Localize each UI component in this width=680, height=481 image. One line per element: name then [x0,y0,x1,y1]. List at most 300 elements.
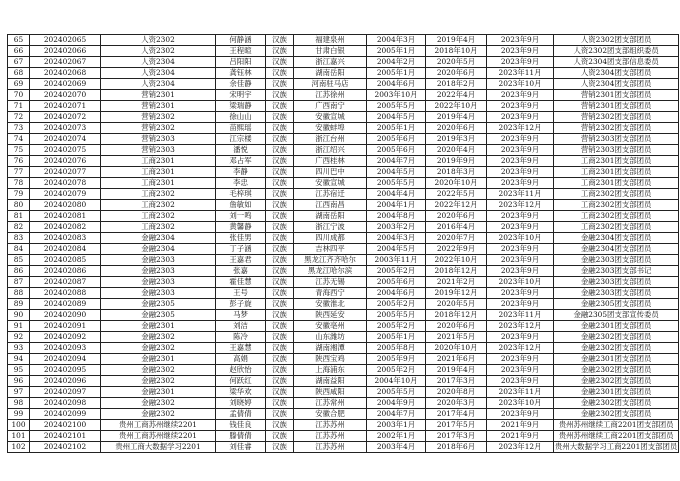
join-date-cell: 2019年3月 [426,134,487,145]
birth-date-cell: 2005年9月 [367,354,426,365]
row-number-cell: 99 [8,409,30,420]
transfer-date-cell: 2023年12月 [487,200,554,211]
row-number-cell: 72 [8,112,30,123]
name-cell: 吕阳阳 [216,57,266,68]
class-cell: 金融2302 [101,376,216,387]
transfer-date-cell: 2023年10月 [487,79,554,90]
join-date-cell: 2017年4月 [426,409,487,420]
class-cell: 金融2301 [101,387,216,398]
transfer-date-cell: 2023年9月 [487,145,554,156]
hometown-cell: 湖南岳阳 [294,211,367,222]
name-cell: 毛梓琪 [216,189,266,200]
student-id-cell: 202402068 [30,68,101,79]
ethnicity-cell: 汉族 [266,156,294,167]
student-id-cell: 202402098 [30,398,101,409]
birth-date-cell: 2005年2月 [367,266,426,277]
hometown-cell: 江苏苏州 [294,442,367,453]
table-row [8,68,679,79]
hometown-cell: 甘肃白银 [294,46,367,57]
student-id-cell: 202402091 [30,321,101,332]
ethnicity-cell: 汉族 [266,310,294,321]
hometown-cell: 浙江嘉兴 [294,57,367,68]
table-row [8,46,679,57]
join-date-cell: 2016年4月 [426,222,487,233]
name-cell: 马梦 [216,310,266,321]
hometown-cell: 广西南宁 [294,101,367,112]
row-number-cell: 71 [8,101,30,112]
row-number-cell: 87 [8,277,30,288]
birth-date-cell: 2005年1月 [367,46,426,57]
class-cell: 人资2304 [101,57,216,68]
name-cell: 李静 [216,167,266,178]
join-date-cell: 2022年10月 [426,255,487,266]
row-number-cell: 74 [8,134,30,145]
transfer-date-cell: 2023年11月 [487,387,554,398]
hometown-cell: 河南驻马店 [294,79,367,90]
table-row [8,387,679,398]
ethnicity-cell: 汉族 [266,178,294,189]
join-date-cell: 2019年4月 [426,112,487,123]
ethnicity-cell: 汉族 [266,420,294,431]
student-id-cell: 202402065 [30,35,101,46]
name-cell: 徐山山 [216,112,266,123]
name-cell: 王号 [216,288,266,299]
transfer-date-cell: 2023年9月 [487,409,554,420]
join-date-cell: 2022年9月 [426,244,487,255]
student-id-cell: 202402071 [30,101,101,112]
name-cell: 龚钰林 [216,68,266,79]
name-cell: 王嘉慧 [216,343,266,354]
table-row [8,222,679,233]
name-cell: 何跃红 [216,376,266,387]
name-cell: 詹敏如 [216,200,266,211]
class-cell: 贵州工商大数据学习2201 [101,442,216,453]
student-id-cell: 202402085 [30,255,101,266]
position-cell: 金融2301团支部团员 [554,354,679,365]
join-date-cell: 2020年5月 [426,57,487,68]
class-cell: 金融2304 [101,233,216,244]
join-date-cell: 2018年12月 [426,310,487,321]
class-cell: 金融2302 [101,365,216,376]
join-date-cell: 2018年10月 [426,46,487,57]
table-row [8,200,679,211]
class-cell: 金融2302 [101,332,216,343]
table-row [8,343,679,354]
hometown-cell: 江苏苏州 [294,420,367,431]
student-id-cell: 202402075 [30,145,101,156]
class-cell: 金融2303 [101,277,216,288]
position-cell: 金融2302团支部团员 [554,409,679,420]
transfer-date-cell: 2021年9月 [487,420,554,431]
table-row [8,112,679,123]
table-row [8,57,679,68]
birth-date-cell: 2003年2月 [367,222,426,233]
transfer-date-cell: 2023年9月 [487,266,554,277]
transfer-date-cell: 2023年9月 [487,167,554,178]
join-date-cell: 2019年4月 [426,365,487,376]
position-cell: 工商2302团支部团员 [554,211,679,222]
row-number-cell: 83 [8,233,30,244]
row-number-cell: 84 [8,244,30,255]
transfer-date-cell: 2023年9月 [487,134,554,145]
birth-date-cell: 2005年2月 [367,321,426,332]
birth-date-cell: 2005年5月 [367,310,426,321]
position-cell: 人资2304团支部信息委员 [554,57,679,68]
table-row [8,442,679,453]
join-date-cell: 2020年5月 [426,299,487,310]
name-cell: 刘洁 [216,321,266,332]
row-number-cell: 96 [8,376,30,387]
row-number-cell: 92 [8,332,30,343]
join-date-cell: 2021年5月 [426,332,487,343]
ethnicity-cell: 汉族 [266,365,294,376]
position-cell: 营销2301团支部团员 [554,101,679,112]
join-date-cell: 2020年7月 [426,233,487,244]
name-cell: 钱佳良 [216,420,266,431]
table-row [8,409,679,420]
birth-date-cell: 2002年1月 [367,431,426,442]
transfer-date-cell: 2023年9月 [487,156,554,167]
class-cell: 工商2301 [101,156,216,167]
student-id-cell: 202402078 [30,178,101,189]
name-cell: 王嘉君 [216,255,266,266]
ethnicity-cell: 汉族 [266,277,294,288]
name-cell: 梁华欢 [216,387,266,398]
student-id-cell: 202402079 [30,189,101,200]
table-row [8,255,679,266]
student-id-cell: 202402092 [30,332,101,343]
hometown-cell: 青海西宁 [294,288,367,299]
transfer-date-cell: 2023年9月 [487,46,554,57]
join-date-cell: 2021年2月 [426,277,487,288]
birth-date-cell: 2003年1月 [367,420,426,431]
join-date-cell: 2019年4月 [426,35,487,46]
class-cell: 金融2305 [101,310,216,321]
ethnicity-cell: 汉族 [266,79,294,90]
birth-date-cell: 2005年1月 [367,68,426,79]
student-id-cell: 202402095 [30,365,101,376]
join-date-cell: 2018年6月 [426,442,487,453]
student-id-cell: 202402072 [30,112,101,123]
table-row [8,101,679,112]
transfer-date-cell: 2023年10月 [487,277,554,288]
name-cell: 彭子旋 [216,299,266,310]
position-cell: 金融2302团支部团员 [554,376,679,387]
name-cell: 王程暄 [216,46,266,57]
birth-date-cell: 2004年7月 [367,409,426,420]
student-id-cell: 202402088 [30,288,101,299]
name-cell: 张嘉 [216,266,266,277]
row-number-cell: 79 [8,189,30,200]
class-cell: 工商2302 [101,222,216,233]
hometown-cell: 四川成都 [294,233,367,244]
birth-date-cell: 2005年2月 [367,365,426,376]
birth-date-cell: 2005年2月 [367,299,426,310]
position-cell: 金融2303团支部团员 [554,288,679,299]
class-cell: 人资2304 [101,68,216,79]
hometown-cell: 安徽宣城 [294,112,367,123]
hometown-cell: 浙江绍兴 [294,145,367,156]
position-cell: 工商2301团支部团员 [554,167,679,178]
position-cell: 人资2302团支部组织委员 [554,46,679,57]
student-id-cell: 202402080 [30,200,101,211]
table-row [8,233,679,244]
hometown-cell: 湖南湘潭 [294,343,367,354]
join-date-cell: 2020年10月 [426,178,487,189]
row-number-cell: 77 [8,167,30,178]
transfer-date-cell: 2023年9月 [487,376,554,387]
row-number-cell: 67 [8,57,30,68]
name-cell: 高娟 [216,354,266,365]
class-cell: 人资2302 [101,46,216,57]
ethnicity-cell: 汉族 [266,112,294,123]
ethnicity-cell: 汉族 [266,46,294,57]
class-cell: 金融2304 [101,244,216,255]
name-cell: 潘悦 [216,145,266,156]
birth-date-cell: 2004年3月 [367,233,426,244]
join-date-cell: 2017年3月 [426,376,487,387]
row-number-cell: 100 [8,420,30,431]
table-row [8,277,679,288]
hometown-cell: 安徽蚌埠 [294,123,367,134]
name-cell: 孟倩倩 [216,409,266,420]
class-cell: 贵州工商苏州继续2201 [101,420,216,431]
student-id-cell: 202402097 [30,387,101,398]
position-cell: 工商2302团支部团员 [554,200,679,211]
join-date-cell: 2017年5月 [426,420,487,431]
transfer-date-cell: 2023年9月 [487,90,554,101]
table-row [8,178,679,189]
table-row [8,420,679,431]
ethnicity-cell: 汉族 [266,387,294,398]
birth-date-cell: 2005年1月 [367,332,426,343]
student-id-cell: 202402073 [30,123,101,134]
position-cell: 营销2301团支部团员 [554,90,679,101]
ethnicity-cell: 汉族 [266,431,294,442]
position-cell: 金融2302团支部团员 [554,332,679,343]
ethnicity-cell: 汉族 [266,211,294,222]
ethnicity-cell: 汉族 [266,134,294,145]
hometown-cell: 吉林四平 [294,244,367,255]
student-id-cell: 202402069 [30,79,101,90]
name-cell: 刘一鸣 [216,211,266,222]
position-cell: 金融2303团支部书记 [554,266,679,277]
transfer-date-cell: 2023年9月 [487,101,554,112]
birth-date-cell: 2004年10月 [367,376,426,387]
student-id-cell: 202402082 [30,222,101,233]
transfer-date-cell: 2023年10月 [487,398,554,409]
hometown-cell: 江苏无锡 [294,277,367,288]
join-date-cell: 2022年10月 [426,101,487,112]
table-row [8,134,679,145]
table-row [8,79,679,90]
hometown-cell: 黑龙江哈尔滨 [294,266,367,277]
hometown-cell: 浙江宁波 [294,222,367,233]
row-number-cell: 95 [8,365,30,376]
table-row [8,123,679,134]
student-id-cell: 202402077 [30,167,101,178]
table-row [8,167,679,178]
hometown-cell: 浙江台州 [294,134,367,145]
hometown-cell: 湖南益阳 [294,376,367,387]
name-cell: 赵欣怡 [216,365,266,376]
join-date-cell: 2017年3月 [426,431,487,442]
student-id-cell: 202402084 [30,244,101,255]
table-row [8,35,679,46]
student-id-cell: 202402101 [30,431,101,442]
class-cell: 营销2301 [101,101,216,112]
birth-date-cell: 2004年6月 [367,288,426,299]
name-cell: 邓占军 [216,156,266,167]
transfer-date-cell: 2023年9月 [487,244,554,255]
class-cell: 工商2301 [101,167,216,178]
position-cell: 金融2303团支部团员 [554,277,679,288]
hometown-cell: 江西南昌 [294,200,367,211]
row-number-cell: 78 [8,178,30,189]
table-row [8,288,679,299]
row-number-cell: 70 [8,90,30,101]
hometown-cell: 山东潍坊 [294,332,367,343]
join-date-cell: 2021年6月 [426,354,487,365]
transfer-date-cell: 2023年9月 [487,35,554,46]
transfer-date-cell: 2023年11月 [487,310,554,321]
transfer-date-cell: 2023年12月 [487,123,554,134]
transfer-date-cell: 2023年11月 [487,68,554,79]
table-row [8,398,679,409]
birth-date-cell: 2005年6月 [367,134,426,145]
student-id-cell: 202402074 [30,134,101,145]
class-cell: 工商2302 [101,200,216,211]
transfer-date-cell: 2023年9月 [487,211,554,222]
name-cell: 江宗楼 [216,134,266,145]
class-cell: 营销2303 [101,134,216,145]
class-cell: 金融2303 [101,266,216,277]
join-date-cell: 2020年6月 [426,321,487,332]
join-date-cell: 2020年8月 [426,387,487,398]
position-cell: 营销2303团支部团员 [554,145,679,156]
name-cell: 苗熙瑶 [216,123,266,134]
row-number-cell: 65 [8,35,30,46]
transfer-date-cell: 2023年12月 [487,321,554,332]
hometown-cell: 陕西延安 [294,310,367,321]
ethnicity-cell: 汉族 [266,233,294,244]
transfer-date-cell: 2023年9月 [487,354,554,365]
hometown-cell: 江苏常州 [294,398,367,409]
ethnicity-cell: 汉族 [266,321,294,332]
birth-date-cell: 2004年4月 [367,189,426,200]
row-number-cell: 98 [8,398,30,409]
hometown-cell: 安徽宣城 [294,178,367,189]
class-cell: 营销2302 [101,112,216,123]
ethnicity-cell: 汉族 [266,343,294,354]
position-cell: 工商2301团支部团员 [554,178,679,189]
birth-date-cell: 2005年5月 [367,178,426,189]
name-cell: 余佳静 [216,79,266,90]
position-cell: 金融2301团支部团员 [554,321,679,332]
hometown-cell: 上海浦东 [294,365,367,376]
hometown-cell: 福建泉州 [294,35,367,46]
row-number-cell: 82 [8,222,30,233]
join-date-cell: 2020年6月 [426,123,487,134]
student-id-cell: 202402081 [30,211,101,222]
position-cell: 人资2304团支部团员 [554,68,679,79]
name-cell: 何静涵 [216,35,266,46]
name-cell: 宋明宇 [216,90,266,101]
row-number-cell: 80 [8,200,30,211]
student-id-cell: 202402096 [30,376,101,387]
join-date-cell: 2022年12月 [426,200,487,211]
ethnicity-cell: 汉族 [266,68,294,79]
table-row [8,310,679,321]
position-cell: 营销2303团支部团员 [554,134,679,145]
ethnicity-cell: 汉族 [266,442,294,453]
transfer-date-cell: 2021年9月 [487,431,554,442]
birth-date-cell: 2005年5月 [367,387,426,398]
student-id-cell: 202402083 [30,233,101,244]
transfer-date-cell: 2023年9月 [487,299,554,310]
name-cell: 陈冷 [216,332,266,343]
transfer-date-cell: 2023年9月 [487,222,554,233]
position-cell: 工商2302团支部团员 [554,222,679,233]
position-cell: 金融2302团支部团员 [554,365,679,376]
ethnicity-cell: 汉族 [266,255,294,266]
row-number-cell: 102 [8,442,30,453]
class-cell: 金融2302 [101,343,216,354]
birth-date-cell: 2004年6月 [367,79,426,90]
class-cell: 金融2302 [101,398,216,409]
class-cell: 营销2301 [101,90,216,101]
birth-date-cell: 2005年5月 [367,101,426,112]
table-row [8,189,679,200]
table-row [8,211,679,222]
ethnicity-cell: 汉族 [266,167,294,178]
name-cell: 霍佳慧 [216,277,266,288]
ethnicity-cell: 汉族 [266,266,294,277]
row-number-cell: 88 [8,288,30,299]
transfer-date-cell: 2023年9月 [487,255,554,266]
transfer-date-cell: 2023年9月 [487,332,554,343]
class-cell: 人资2302 [101,35,216,46]
class-cell: 人资2304 [101,79,216,90]
ethnicity-cell: 汉族 [266,200,294,211]
birth-date-cell: 2004年1月 [367,200,426,211]
row-number-cell: 68 [8,68,30,79]
position-cell: 金融2303团支部团员 [554,255,679,266]
position-cell: 营销2302团支部团员 [554,112,679,123]
transfer-date-cell: 2023年9月 [487,57,554,68]
table-row [8,365,679,376]
row-number-cell: 86 [8,266,30,277]
student-id-cell: 202402100 [30,420,101,431]
ethnicity-cell: 汉族 [266,189,294,200]
student-id-cell: 202402070 [30,90,101,101]
table-row [8,321,679,332]
ethnicity-cell: 汉族 [266,376,294,387]
hometown-cell: 江苏宿迁 [294,189,367,200]
row-number-cell: 91 [8,321,30,332]
row-number-cell: 81 [8,211,30,222]
birth-date-cell: 2003年10月 [367,90,426,101]
hometown-cell: 江苏徐州 [294,90,367,101]
birth-date-cell: 2003年11月 [367,255,426,266]
row-number-cell: 76 [8,156,30,167]
birth-date-cell: 2004年5月 [367,112,426,123]
position-cell: 金融2304团支部团员 [554,233,679,244]
name-cell: 刘佳睿 [216,442,266,453]
join-date-cell: 2020年6月 [426,211,487,222]
table-row [8,431,679,442]
student-id-cell: 202402066 [30,46,101,57]
